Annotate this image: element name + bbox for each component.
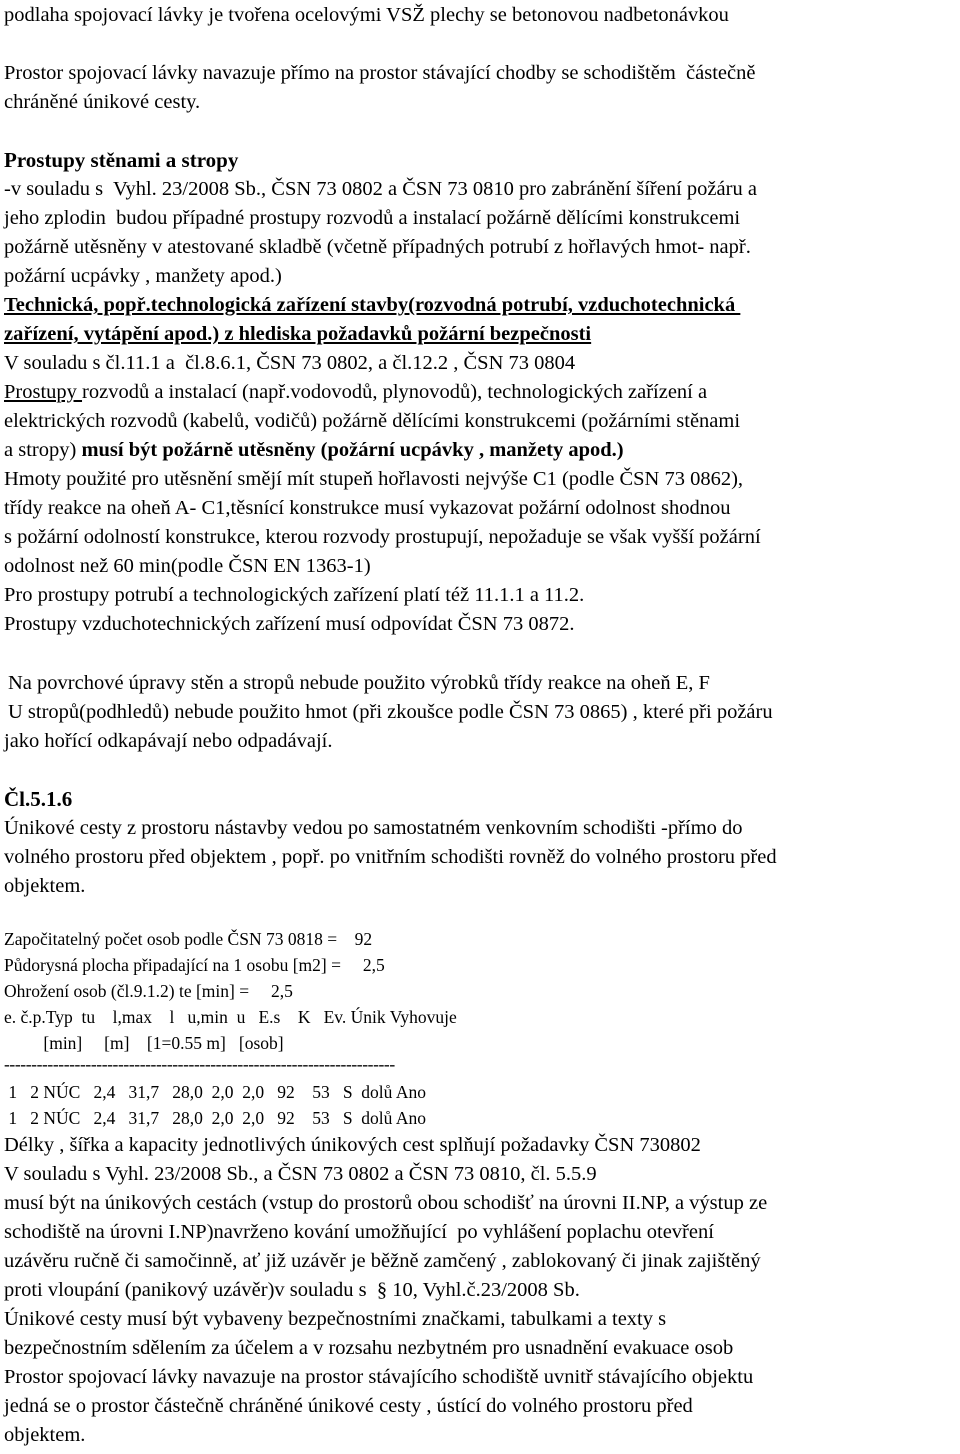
surface-line-3: jako hořící odkapávají nebo odpadávají. — [4, 730, 333, 752]
penetrations-line-3: požárně utěsněny v atestované skladbě (včetně případných potrubí z hořlavých hmot- např. — [4, 236, 751, 258]
technical-line-7: s požární odolností konstrukce, kterou rozvody prostupují, nepožaduje se však vyšší požární — [4, 526, 761, 548]
table-row: 1 2 NÚC 2,4 31,7 28,0 2,0 2,0 92 53 S dolů Ano — [4, 1082, 426, 1102]
end-line-3: musí být na únikových cestách (vstup do prostorů obou schodišť na úrovni II.NP, a výstup ze — [4, 1192, 768, 1214]
bold-sealing-requirement: musí být požárně utěsněny (požární ucpávky , manžety apod.) — [81, 439, 624, 461]
end-line-2: V souladu s Vyhl. 23/2008 Sb., a ČSN 73 0802 a ČSN 73 0810, čl. 5.5.9 — [4, 1163, 597, 1185]
paragraph-bridge-line-2: chráněné únikové cesty. — [4, 91, 201, 113]
end-line-4: schodiště na úrovni I.NP)navrženo kování umožňující po vyhlášení poplachu otevření — [4, 1221, 714, 1243]
calc-threat-time: Ohrožení osob (čl.9.1.2) te [min] = 2,5 — [4, 981, 293, 1001]
technical-line-10: Prostupy vzduchotechnických zařízení musí odpovídat ČSN 73 0872. — [4, 613, 575, 635]
end-line-6: proti vloupání (panikový uzávěr)v souladu s § 10, Vyhl.č.23/2008 Sb. — [4, 1279, 580, 1301]
end-line-1: Délky , šířka a kapacity jednotlivých únikových cest splňují požadavky ČSN 730802 — [4, 1134, 701, 1156]
article-516-line-2: volného prostoru před objektem , popř. po vnitřním schodišti rovněž do volného prostoru před — [4, 846, 777, 868]
end-line-5: uzávěru ručně či samočinně, ať již uzávěr je běžně zamčený , zablokovaný či jinak zajištěný — [4, 1250, 761, 1272]
article-516-line-3: objektem. — [4, 875, 86, 897]
table-separator: ------------------------------------------------------------------------ — [4, 1054, 395, 1074]
underlined-prostupy: Prostupy — [4, 381, 83, 403]
end-line-8: bezpečnostním sdělením za účelem a v rozsahu nezbytném pro usnadnění evakuace osob — [4, 1337, 734, 1359]
technical-line-2 — [4, 381, 707, 403]
surface-line-2: U stropů(podhledů) nebude použito hmot (při zkoušce podle ČSN 73 0865) , které při požáru — [8, 701, 773, 723]
calc-persons: Započitatelný počet osob podle ČSN 73 0818 = 92 — [4, 929, 373, 949]
table-row: 1 2 NÚC 2,4 31,7 28,0 2,0 2,0 92 53 S dolů Ano — [4, 1108, 426, 1128]
penetrations-line-4: požární ucpávky , manžety apod.) — [4, 265, 282, 287]
heading-penetrations: Prostupy stěnami a stropy — [4, 148, 239, 172]
table-header-2: [min] [m] [1=0.55 m] [osob] — [4, 1033, 284, 1053]
penetrations-line-2: jeho zplodin budou případné prostupy rozvodů a instalací požárně dělícími konstrukcemi — [4, 207, 741, 229]
end-line-9: Prostor spojovací lávky navazuje na prostor stávajícího schodiště uvnitř stávajícího objektu — [4, 1366, 759, 1388]
heading-article-516: Čl.5.1.6 — [4, 787, 73, 811]
technical-line-4-start: a stropy) — [4, 439, 82, 461]
technical-line-4 — [4, 439, 624, 461]
technical-line-1: V souladu s čl.11.1 a čl.8.6.1, ČSN 73 0802, a čl.12.2 , ČSN 73 0804 — [4, 352, 576, 374]
table-header-1: e. č.p.Typ tu l,max l u,min u E.s K Ev. Únik Vyhovuje — [4, 1007, 457, 1027]
technical-line-3: elektrických rozvodů (kabelů, vodičů) požárně dělícími konstrukcemi (požárními stěnami — [4, 410, 741, 432]
article-516-line-1: Únikové cesty z prostoru nástavby vedou po samostatném venkovním schodišti -přímo do — [4, 817, 743, 839]
technical-line-9: Pro prostupy potrubí a technologických zařízení platí též 11.1.1 a 11.2. — [4, 584, 585, 606]
heading-technical-line-1: Technická, popř.technologická zařízení stavby(rozvodná potrubí, vzduchotechnická — [4, 294, 741, 316]
surface-line-1: Na povrchové úpravy stěn a stropů nebude použito výrobků třídy reakce na oheň E, F — [8, 672, 710, 694]
technical-line-6: třídy reakce na oheň A- C1,těsnící konstrukce musí vykazovat požární odolnost shodnou — [4, 497, 731, 519]
technical-line-5: Hmoty použité pro utěsnění smějí mít stupeň hořlavosti nejvýše C1 (podle ČSN 73 0862), — [4, 468, 744, 490]
paragraph-floor: podlaha spojovací lávky je tvořena ocelovými VSŽ plechy se betonovou nadbetonávkou — [4, 4, 729, 26]
heading-technical-line-2: zařízení, vytápění apod.) z hlediska požadavků požární bezpečnosti — [4, 323, 592, 345]
technical-line-2-rest: rozvodů a instalací (např.vodovodů, plynovodů), technologických zařízení a — [82, 381, 708, 403]
calc-area-per-person: Půdorysná plocha připadající na 1 osobu [m2] = 2,5 — [4, 955, 385, 975]
technical-line-8: odolnost než 60 min(podle ČSN EN 1363-1) — [4, 555, 371, 577]
end-line-7: Únikové cesty musí být vybaveny bezpečnostními značkami, tabulkami a texty s — [4, 1308, 667, 1330]
end-line-10: jedná se o prostor částečně chráněné únikové cesty , ústící do volného prostoru před — [4, 1395, 693, 1417]
penetrations-line-1: -v souladu s Vyhl. 23/2008 Sb., ČSN 73 0802 a ČSN 73 0810 pro zabránění šíření požáru a — [4, 178, 757, 200]
paragraph-bridge-line-1: Prostor spojovací lávky navazuje přímo na prostor stávající chodby se schodištěm částečně — [4, 62, 756, 84]
end-line-11: objektem. — [4, 1424, 86, 1446]
